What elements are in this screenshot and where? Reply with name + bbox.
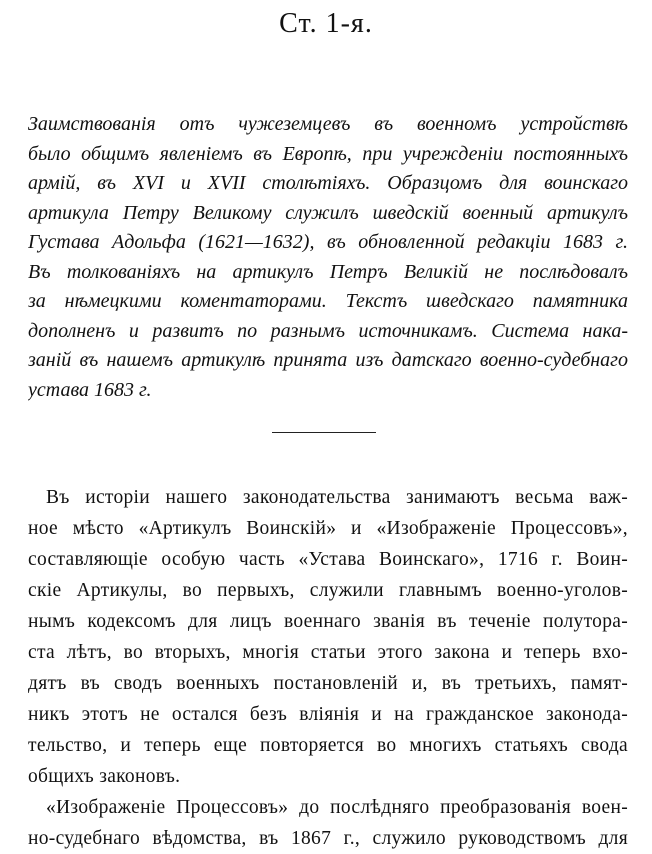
body-line: «Изображеніе Процессовъ» до послѣдняго преобразованія воен- bbox=[46, 797, 628, 818]
body-line: никъ этотъ не остался безъ вліянія и на гражданское законода- bbox=[28, 704, 628, 725]
article-heading: Ст. 1-я. bbox=[279, 8, 373, 39]
body-line: общихъ законовъ. bbox=[28, 766, 181, 787]
body-line: скіе Артикулы, во первыхъ, служили главнымъ военно-уголов- bbox=[28, 580, 628, 601]
body-line: Въ исторіи нашего законодательства занимаютъ весьма важ- bbox=[46, 487, 628, 508]
body-line: но-судебнаго вѣдомства, въ 1867 г., служило руководствомъ для bbox=[28, 828, 628, 849]
body-line: ста лѣтъ, во вторыхъ, многія статьи этого закона и теперь вхо- bbox=[28, 642, 628, 663]
summary-line: Заимствованія отъ чужеземцевъ въ военномъ устройствѣ bbox=[28, 113, 628, 135]
body-line: тельство, и теперь еще повторяется во многихъ статьяхъ свода bbox=[28, 735, 628, 756]
body-line: дятъ въ сводъ военныхъ постановленій и, въ третьихъ, памят- bbox=[28, 673, 628, 694]
body-line: ное мѣсто «Артикулъ Воинскій» и «Изображеніе Процессовъ», bbox=[28, 518, 628, 539]
section-divider bbox=[272, 432, 376, 433]
summary-line: артикула Петру Великому служилъ шведскій военный артикулъ bbox=[28, 201, 628, 224]
summary-line: было общимъ явленіемъ въ Европѣ, при учрежденіи постоянныхъ bbox=[28, 142, 628, 165]
summary-line: дополненъ и развитъ по разнымъ источникамъ. Система нака- bbox=[28, 319, 628, 342]
summary-line: заній въ нашемъ артикулѣ принята изъ датскаго военно-судебнаго bbox=[28, 349, 628, 371]
summary-line: Въ толкованіяхъ на артикулъ Петръ Великій не послѣдовалъ bbox=[28, 260, 628, 283]
summary-line: армій, въ XVI и XVII столѣтіяхъ. Образцомъ для воинскаго bbox=[28, 172, 628, 194]
summary-line: Густава Адольфа (1621—1632), въ обновленной редакціи 1683 г. bbox=[28, 231, 628, 253]
body-text bbox=[28, 482, 628, 854]
article-summary bbox=[28, 110, 628, 405]
summary-line: устава 1683 г. bbox=[28, 378, 152, 401]
body-line: нымъ кодексомъ для лицъ военнаго званія въ теченіе полутора- bbox=[28, 611, 628, 632]
summary-line: за нѣмецкими коментаторами. Текстъ шведскаго памятника bbox=[28, 290, 628, 312]
body-line: составляющіе особую часть «Устава Воинскаго», 1716 г. Воин- bbox=[28, 549, 628, 570]
